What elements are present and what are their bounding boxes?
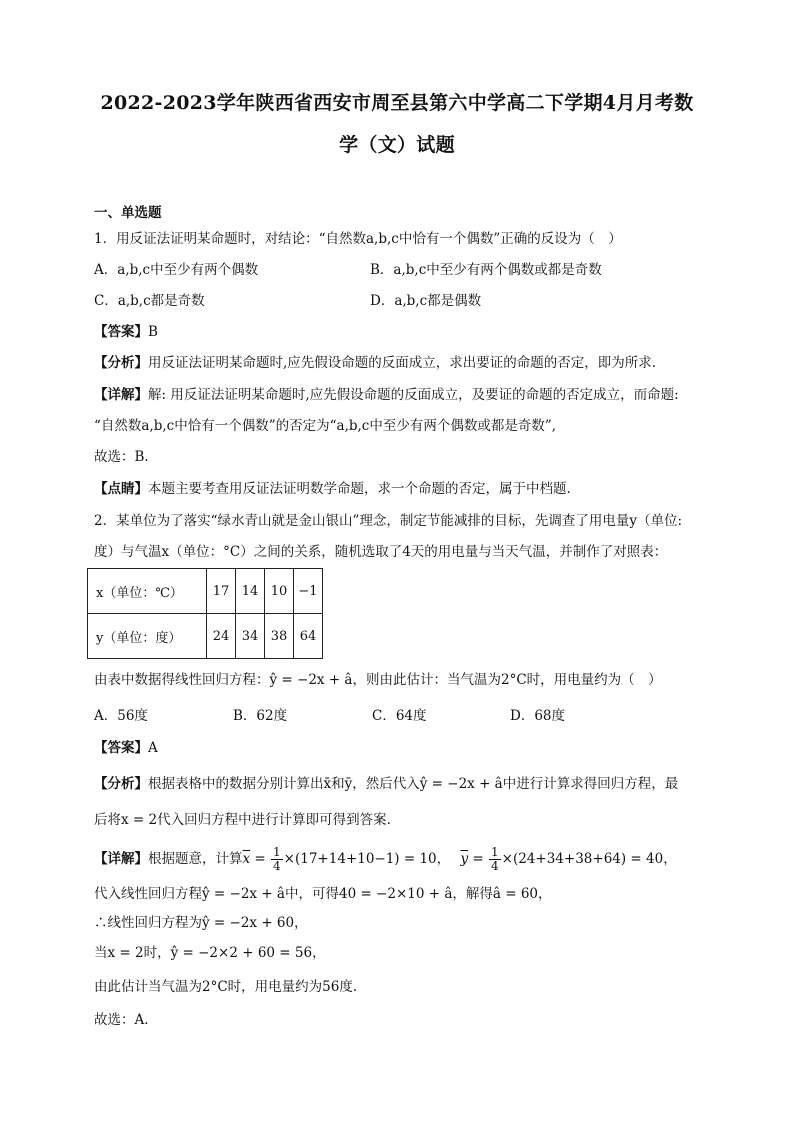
q1-option-c: C．a,b,c都是奇数	[94, 293, 205, 309]
comment-text: 本题主要考查用反证法证明数学命题，求一个命题的否定，属于中档题.	[148, 481, 571, 497]
table-cell: 17	[207, 569, 236, 614]
x-bar: $\overline{x}$	[242, 851, 251, 867]
table-row-x	[88, 569, 323, 614]
q2-stem-line-1: 2．某单位为了落实“绿水青山就是金山银山”理念，制定节能减排的目标，先调查了用电量y（单位:	[94, 513, 683, 529]
answer-tag: 【答案】	[94, 740, 148, 756]
q2-option-c: C．64度	[372, 708, 427, 724]
table-cell: 38	[265, 614, 294, 659]
answer-tag: 【答案】	[94, 324, 148, 340]
table-row-y	[88, 614, 323, 659]
table-cell: 34	[236, 614, 265, 659]
q1-detail-line-2: “自然数a,b,c中恰有一个偶数”的否定为“a,b,c中至少有两个偶数或都是奇数”,	[94, 418, 557, 434]
fraction-numerator: 1	[273, 845, 281, 859]
q2-stem-line-2: 度）与气温x（单位：°C）之间的关系，随机选取了4天的用电量与当天气温，并制作了对照表：	[94, 544, 668, 560]
table-cell: 14	[236, 569, 265, 614]
table-cell: −1	[294, 569, 323, 614]
fraction-denominator: 4	[273, 859, 281, 873]
q1-stem: 1．用反证法证明某命题时，对结论：“自然数a,b,c中恰有一个偶数”正确的反设为（ ）	[94, 231, 622, 247]
q1-analysis	[94, 353, 656, 373]
table-cell: 10	[265, 569, 294, 614]
doc-title-line-1: 2022-2023学年陕西省西安市周至县第六中学高二下学期4月月考数	[100, 92, 694, 114]
q2-detail-line-5: 由此估计当气温为2°C时，用电量约为56度.	[94, 979, 358, 995]
detail-text: 解: 用反证法证明某命题时,应先假设命题的反面成立，及要证的命题的否定成立，而命题:	[148, 387, 679, 403]
q2-detail-line-1: 【详解】根据题意，计算$\overline{x}$ = $\frac{1}{4}$ ×(17+14+10−1) = 10， $\overline{y}$ = $\frac{1}{4}$ ×(24+34+38+64) = 40，	[94, 845, 677, 873]
fraction-numerator: 1	[491, 845, 499, 859]
data-table	[87, 568, 323, 659]
q1-option-b: B．a,b,c中至少有两个偶数或都是奇数	[370, 262, 602, 278]
q2-analysis-line-1	[94, 774, 678, 794]
analysis-tag: 【分析】	[94, 355, 148, 371]
detail-tag: 【详解】	[94, 851, 148, 867]
q2-detail-line-2: 代入线性回归方程ŷ = −2x + â中，可得40 = −2×10 + â，解得â = 60，	[94, 886, 552, 902]
table-header-x: x（单位：℃）	[88, 569, 207, 614]
fraction-denominator: 4	[491, 859, 499, 873]
y-mean-calc: ×(24+34+38+64) = 40，	[501, 851, 677, 867]
detail-tag: 【详解】	[94, 387, 148, 403]
q2-answer	[94, 738, 158, 758]
q1-answer	[94, 322, 158, 342]
comment-tag: 【点睛】	[94, 481, 148, 497]
q2-analysis-line-2: 后将x = 2代入回归方程中进行计算即可得到答案.	[94, 812, 391, 828]
table-cell: 64	[294, 614, 323, 659]
q2-stem-line-3: 由表中数据得线性回归方程：ŷ = −2x + â，则由此估计：当气温为2°C时，用电量约为（ ）	[94, 672, 662, 688]
q2-detail-line-6: 故选：A.	[94, 1012, 149, 1028]
q1-detail-line-1	[94, 385, 679, 405]
analysis-text: 用反证法证明某命题时,应先假设命题的反面成立，求出要证的命题的否定，即为所求.	[148, 355, 657, 371]
y-bar: $\overline{y}$	[460, 851, 469, 867]
table-header-y: y（单位：度）	[88, 614, 207, 659]
q1-option-d: D．a,b,c都是偶数	[370, 293, 482, 309]
answer-value: B	[148, 324, 158, 340]
q1-comment	[94, 479, 571, 499]
analysis-text: 根据表格中的数据分别计算出x̄和ȳ，然后代入ŷ = −2x + â中进行计算求得回归方程，最	[148, 776, 679, 792]
q1-detail-line-3: 故选：B.	[94, 449, 149, 465]
q2-option-a: A．56度	[94, 708, 148, 724]
answer-value: A	[148, 740, 158, 756]
q2-option-d: D．68度	[510, 708, 566, 724]
q2-detail-line-4: 当x = 2时，ŷ = −2×2 + 60 = 56，	[94, 945, 326, 961]
q2-detail-line-3: ∴线性回归方程为ŷ = −2x + 60，	[94, 915, 308, 931]
q1-option-a: A．a,b,c中至少有两个偶数	[94, 262, 259, 278]
fraction-one-quarter	[489, 846, 501, 873]
q2-option-b: B．62度	[233, 708, 288, 724]
doc-title-line-2: 学（文）试题	[339, 134, 455, 156]
table-cell: 24	[207, 614, 236, 659]
x-mean-calc: ×(17+14+10−1) = 10，	[283, 851, 451, 867]
detail-text: 根据题意，计算	[148, 851, 243, 867]
analysis-tag: 【分析】	[94, 776, 148, 792]
fraction-one-quarter	[271, 846, 283, 873]
section-heading: 一、单选题	[94, 205, 162, 221]
